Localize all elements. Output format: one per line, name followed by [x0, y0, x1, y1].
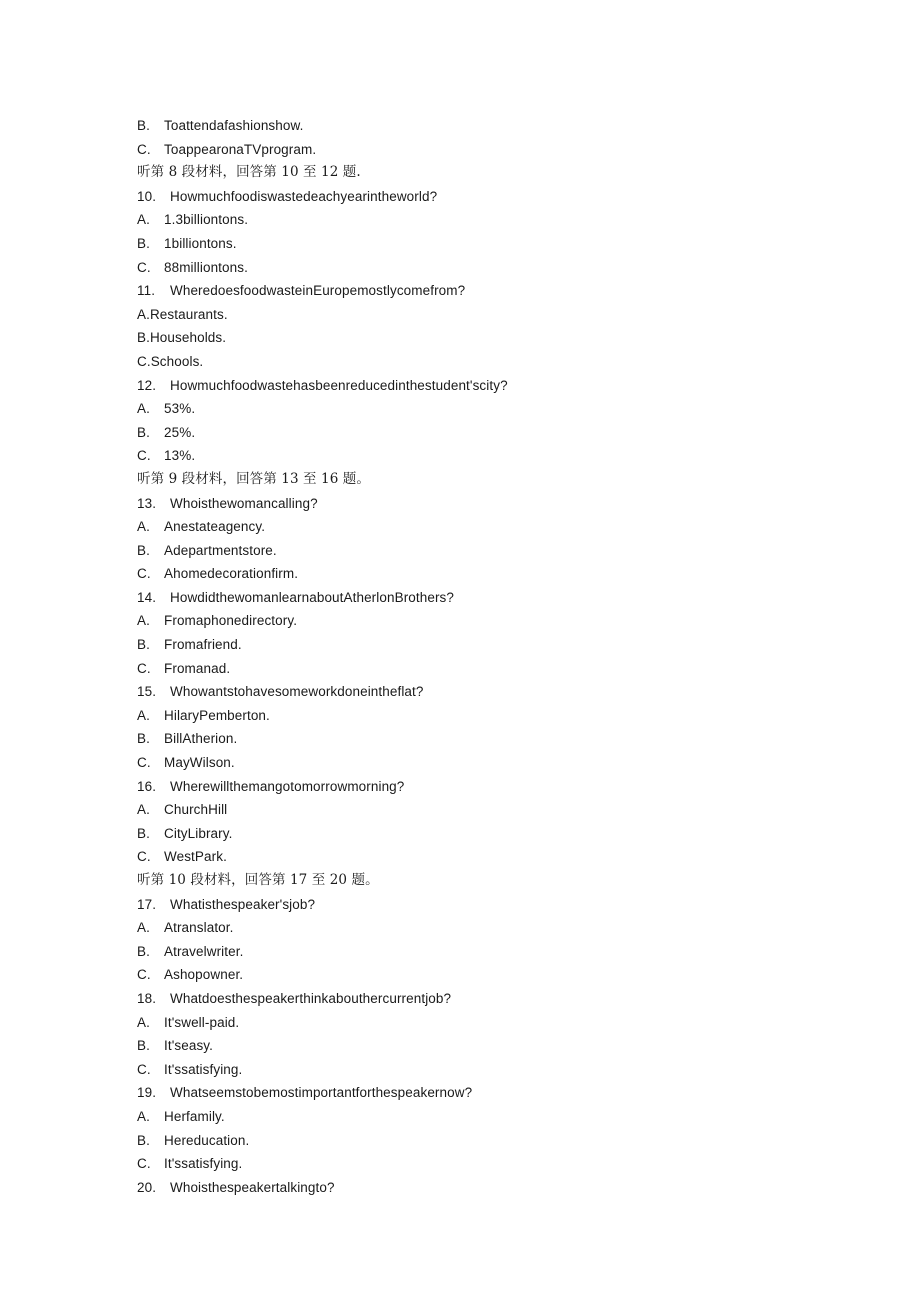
option-letter: C. [137, 566, 151, 582]
option-line [137, 1058, 837, 1082]
option-text: WestPark. [164, 849, 227, 865]
question-number: 13. [137, 495, 157, 511]
option-letter: B. [137, 943, 150, 959]
question-line [137, 893, 837, 917]
option-line [137, 208, 837, 232]
question-text: Wherewillthemangotomorrowmorning? [170, 778, 405, 794]
section-header: 听第 8 段材料，回答第 10 至 12 题. [137, 164, 361, 181]
option-line [137, 562, 837, 586]
option-text: It'seasy. [164, 1038, 213, 1054]
option-line [137, 657, 837, 681]
question-number: 12. [137, 377, 157, 393]
option-line [137, 845, 837, 869]
option-letter: A. [137, 1014, 150, 1030]
question-line [137, 374, 837, 398]
option-line: C.Schools. [137, 353, 204, 369]
option-letter: C. [137, 448, 151, 464]
question-line [137, 987, 837, 1011]
option-text: CityLibrary. [164, 825, 233, 841]
option-letter: C. [137, 755, 151, 771]
question-text: Howmuchfoodiswastedeachyearintheworld? [170, 188, 438, 204]
question-text: WheredoesfoodwasteinEuropemostlycomefrom? [170, 283, 466, 299]
option-line: A.Restaurants. [137, 306, 228, 322]
option-letter: A. [137, 802, 150, 818]
question-line [137, 185, 837, 209]
option-line [137, 138, 837, 162]
option-line [137, 963, 837, 987]
option-line [137, 609, 837, 633]
option-line [137, 727, 837, 751]
question-line [137, 492, 837, 516]
option-text: Atravelwriter. [164, 943, 244, 959]
option-line [137, 1152, 837, 1176]
option-text: Adepartmentstore. [164, 542, 277, 558]
option-text: 53%. [164, 401, 196, 417]
option-line [137, 633, 837, 657]
option-text: BillAtherion. [164, 731, 238, 747]
option-letter: A. [137, 1108, 150, 1124]
option-letter: C. [137, 1156, 151, 1172]
question-line [137, 1176, 837, 1200]
question-text: Whatseemstobemostimportantforthespeakernow? [170, 1085, 473, 1101]
option-letter: B. [137, 1038, 150, 1054]
question-number: 16. [137, 778, 157, 794]
option-line [137, 940, 837, 964]
option-letter: B. [137, 424, 150, 440]
option-letter: B. [137, 731, 150, 747]
option-text: Fromanad. [164, 660, 231, 676]
option-letter: B. [137, 1132, 150, 1148]
question-number: 11. [137, 283, 156, 299]
option-letter: C. [137, 141, 151, 157]
option-letter: A. [137, 920, 150, 936]
option-text: 1.3billiontons. [164, 212, 249, 228]
option-letter: C. [137, 1061, 151, 1077]
option-letter: B. [137, 637, 150, 653]
option-text: ToappearonaTVprogram. [164, 141, 317, 157]
option-line [137, 1105, 837, 1129]
option-text: 88milliontons. [164, 259, 248, 275]
option-text: 13%. [164, 448, 196, 464]
option-letter: A. [137, 212, 150, 228]
option-letter: A. [137, 613, 150, 629]
document-page [137, 114, 837, 1199]
option-letter: C. [137, 259, 151, 275]
option-text: Fromaphonedirectory. [164, 613, 298, 629]
question-number: 17. [137, 896, 157, 912]
option-text: 25%. [164, 424, 196, 440]
option-text: Atranslator. [164, 920, 234, 936]
option-letter: C. [137, 849, 151, 865]
option-line [137, 539, 837, 563]
option-letter: B. [137, 235, 150, 251]
option-line: B.Households. [137, 330, 227, 346]
question-line [137, 775, 837, 799]
question-text: Whatdoesthespeakerthinkabouthercurrentjob? [170, 990, 452, 1006]
option-line [137, 397, 837, 421]
option-text: It'ssatisfying. [164, 1061, 243, 1077]
option-letter: A. [137, 519, 150, 535]
option-text: MayWilson. [164, 755, 235, 771]
option-line [137, 822, 837, 846]
option-line [137, 1011, 837, 1035]
option-line [137, 256, 837, 280]
option-letter: A. [137, 401, 150, 417]
question-number: 18. [137, 990, 157, 1006]
question-text: Whoisthespeakertalkingto? [170, 1179, 335, 1195]
option-text: ChurchHill [164, 802, 228, 818]
option-letter: A. [137, 707, 150, 723]
option-line [137, 515, 837, 539]
question-number: 15. [137, 684, 157, 700]
question-number: 14. [137, 589, 157, 605]
question-text: Howmuchfoodwastehasbeenreducedinthestudent'scity? [170, 377, 508, 393]
question-text: HowdidthewomanlearnaboutAtherlonBrothers? [170, 589, 455, 605]
option-text: Hereducation. [164, 1132, 250, 1148]
question-text: Whowantstohavesomeworkdoneintheflat? [170, 684, 424, 700]
option-letter: C. [137, 967, 151, 983]
option-text: Herfamily. [164, 1108, 225, 1124]
option-text: Anestateagency. [164, 519, 266, 535]
question-number: 19. [137, 1085, 157, 1101]
option-line [137, 421, 837, 445]
question-line [137, 680, 837, 704]
question-number: 10. [137, 188, 157, 204]
option-line [137, 704, 837, 728]
question-line [137, 1081, 837, 1105]
option-text: HilaryPemberton. [164, 707, 270, 723]
option-text: Toattendafashionshow. [164, 118, 304, 133]
question-number: 20. [137, 1179, 157, 1195]
question-line [137, 586, 837, 610]
option-line [137, 444, 837, 468]
question-text: Whoisthewomancalling? [170, 495, 318, 511]
option-line [137, 232, 837, 256]
option-line [137, 1129, 837, 1153]
option-text: It'swell-paid. [164, 1014, 240, 1030]
option-text: Fromafriend. [164, 637, 242, 653]
section-header: 听第 10 段材料，回答第 17 至 20 题。 [137, 872, 379, 888]
option-text: Ahomedecorationfirm. [164, 566, 299, 582]
option-line [137, 916, 837, 940]
option-letter: C. [137, 660, 151, 676]
option-letter: B. [137, 825, 150, 841]
option-text: It'ssatisfying. [164, 1156, 243, 1172]
option-text: Ashopowner. [164, 967, 244, 983]
option-line [137, 114, 837, 138]
option-line [137, 751, 837, 775]
question-text: Whatisthespeaker'sjob? [170, 896, 316, 912]
option-letter: B. [137, 542, 150, 558]
section-header: 听第 9 段材料，回答第 13 至 16 题。 [137, 470, 370, 487]
option-text: 1billiontons. [164, 235, 237, 251]
option-letter: B. [137, 118, 150, 133]
question-line [137, 279, 837, 303]
option-line [137, 1034, 837, 1058]
option-line [137, 798, 837, 822]
